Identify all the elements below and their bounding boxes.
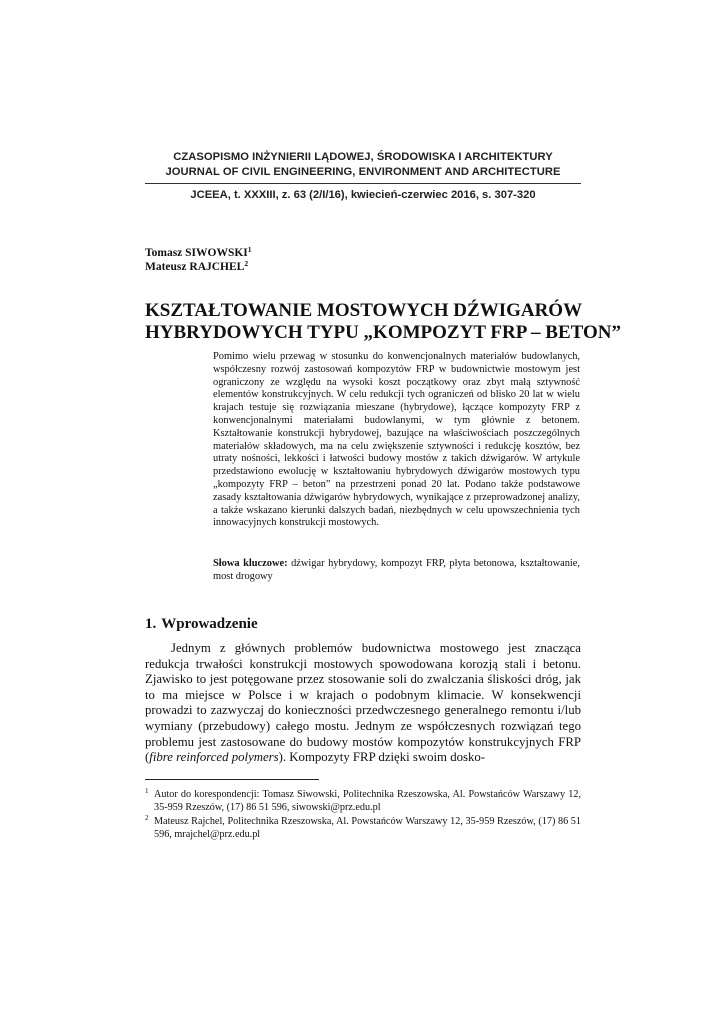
footnote-mark: 2 bbox=[145, 813, 149, 822]
journal-name-polish: CZASOPISMO INŻYNIERII LĄDOWEJ, ŚRODOWISKA I ARCHITEKTURY bbox=[173, 151, 553, 163]
footnote-divider bbox=[145, 779, 319, 780]
journal-header bbox=[145, 150, 581, 203]
paragraph-text-end: ). Kompozyty FRP dzięki swoim dosko- bbox=[278, 750, 486, 765]
footnote bbox=[145, 788, 581, 815]
italic-term: fibre reinforced polymers bbox=[149, 750, 279, 765]
footnote bbox=[145, 815, 581, 842]
paper-title bbox=[145, 300, 621, 344]
abstract-text: Pomimo wielu przewag w stosunku do konwencjonalnych materiałów budowlanych, współczesny rozwój zastosowań kompozytów FRP w budownictwie mostowym jest ograniczony ze względu na wysoki koszt początkowy oraz zbyt małą sztywność elementów konstrukcyjnych. W celu redukcji tych ograniczeń od blisko 20 lat w wielu krajach testuje się rozwiązania mieszane (hybrydowe), łączące kompozyty FRP z konwencjonalnymi materiałami budowlanymi, w tym głównie z betonem. Kształtowanie konstrukcji hybrydowej, bazujące na właściwościach poszczególnych materiałów składowych, ma na celu zwiększenie sztywności i redukcję kosztów, bez utraty nośności, lekkości i łatwości budowy mostów z takich dźwigarów. W artykule przedstawiono ewolucję w kształtowaniu hybrydowych dźwigarów mostowych typu „kompozyty FRP – beton” na przestrzeni ponad 20 lat. Podano także podstawowe zasady kształtowania dźwigarów hybrydowych, wynikające z przeprowadzonej analizy, a także wskazano kierunki dalszych badań, niezbędnych w celu upowszechnienia tych innowacyjnych konstrukcji mostowych. bbox=[213, 351, 580, 529]
section-title: Wprowadzenie bbox=[161, 616, 258, 632]
section-number: 1. bbox=[145, 616, 157, 632]
footnotes bbox=[145, 788, 581, 842]
body-text bbox=[145, 641, 581, 766]
paragraph bbox=[145, 641, 581, 766]
author-footnote-mark: 2 bbox=[244, 259, 249, 268]
author-list bbox=[145, 246, 252, 274]
footnote-text: Mateusz Rajchel, Politechnika Rzeszowska, Al. Powstańców Warszawy 12, 35-959 Rzeszów, (17) 86 51 596, mrajchel@prz.edu.pl bbox=[154, 815, 581, 841]
keywords-label: Słowa kluczowe: bbox=[213, 558, 288, 569]
author-footnote-mark: 1 bbox=[247, 245, 252, 254]
footnote-text: Autor do korespondencji: Tomasz Siwowski, Politechnika Rzeszowska, Al. Powstańców Warszawy 12, 35-959 Rzeszów, (17) 86 51 596, siwowski@prz.edu.pl bbox=[154, 789, 581, 814]
paragraph-text: Jednym z głównych problemów budownictwa mostowego jest znacząca redukcja trwałości konstrukcji mostowych spowodowana korozją stali i betonu. Zjawisko to jest potęgowane przez stosowanie soli do zwalczania śliskości dróg, jak to ma miejsce w Polsce i w krajach o podobnym klimacie. W konsekwencji prowadzi to zazwyczaj do konieczności przedwczesnego generalnego remontu i/lub wymiany (przebudowy) całego mostu. Jednym ze współczesnych rozwiązań tego problemu jest zastosowane do budowy mostów kompozytów konstrukcyjnych FRP ( bbox=[145, 641, 581, 765]
keywords bbox=[213, 558, 580, 584]
author bbox=[145, 246, 252, 260]
section-heading bbox=[145, 615, 258, 633]
journal-name-english: JOURNAL OF CIVIL ENGINEERING, ENVIRONMENT AND ARCHITECTURE bbox=[165, 166, 561, 178]
journal-citation: JCEEA, t. XXXIII, z. 63 (2/I/16), kwiecień-czerwiec 2016, s. 307-320 bbox=[190, 189, 536, 201]
footnote-mark: 1 bbox=[145, 787, 149, 795]
title-line: KSZTAŁTOWANIE MOSTOWYCH DŹWIGARÓW bbox=[145, 300, 583, 321]
header-divider bbox=[145, 183, 581, 184]
author-name: Mateusz RAJCHEL bbox=[145, 261, 245, 273]
title-line: HYBRYDOWYCH TYPU „KOMPOZYT FRP – BETON” bbox=[145, 322, 621, 343]
keywords-text: dźwigar hybrydowy, kompozyt FRP, płyta betonowa, kształtowanie, most drogowy bbox=[213, 558, 580, 582]
abstract bbox=[213, 351, 580, 530]
author bbox=[145, 260, 252, 274]
author-name: Tomasz SIWOWSKI bbox=[145, 247, 248, 259]
